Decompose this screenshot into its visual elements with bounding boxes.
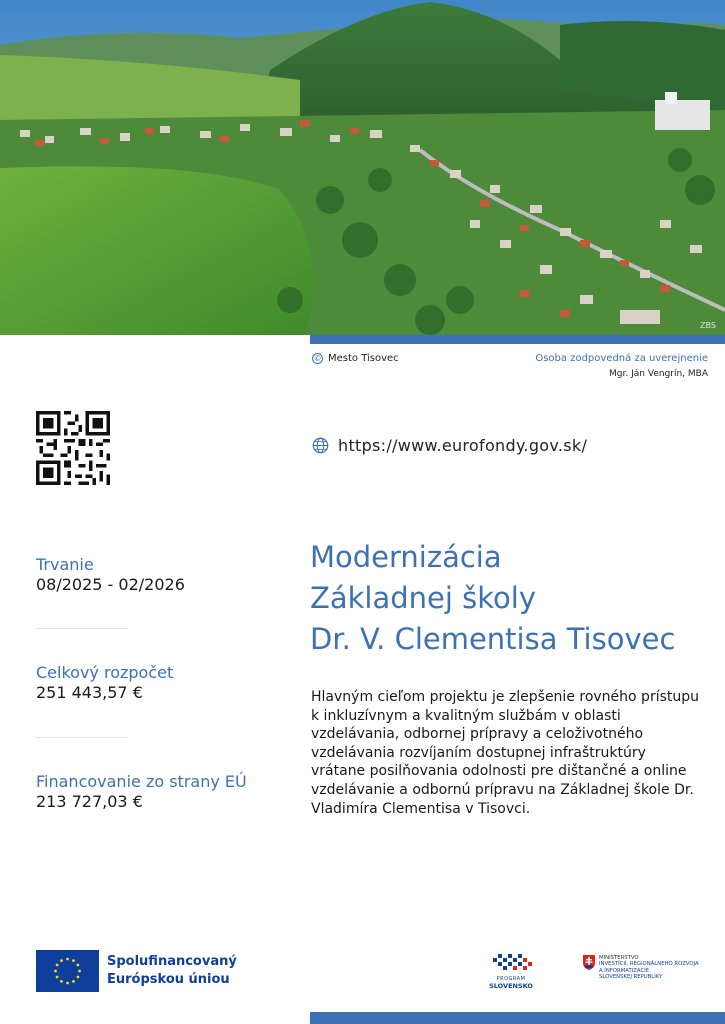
slovak-crest-icon xyxy=(583,955,595,970)
eu-star xyxy=(76,964,79,967)
village-aerial-image xyxy=(0,0,725,335)
project-title-line: Modernizácia xyxy=(310,540,502,574)
eu-star xyxy=(76,976,79,979)
bottom-accent-bar xyxy=(310,1012,725,1024)
eu-text-line: Európskou úniou xyxy=(107,972,230,987)
eu-star xyxy=(54,970,57,973)
duration-block xyxy=(36,555,185,594)
responsible-person xyxy=(535,353,708,379)
top-accent-bar xyxy=(310,335,725,344)
budget-label: Celkový rozpočet xyxy=(36,663,174,682)
project-description: Hlavným cieľom projektu je zlepšenie rovného prístupu k inkluzívnym a kvalitným službám v oblasti vzdelávania, odbornej prípravy a celoživotného vzdelávania rozvíjaním dostupnej infraštruktúry vrátane posilňovania odolnosti pre dištančné a online vzdelávanie a odbornú prípravu na Základnej škole Dr. Vladimíra Clementisa v Tisovci. xyxy=(311,689,700,817)
ministry-logo xyxy=(583,955,709,981)
photo-credit xyxy=(312,353,399,364)
eu-star xyxy=(66,982,69,985)
eu-text-line: Spolufinancovaný xyxy=(107,954,237,969)
eu-funding-block xyxy=(36,772,247,811)
program-slovensko-logo xyxy=(487,950,535,992)
duration-label: Trvanie xyxy=(36,555,94,574)
budget-value: 251 443,57 € xyxy=(36,683,143,702)
eu-flag-logo xyxy=(36,950,99,992)
program-label: PROGRAM xyxy=(496,976,526,982)
eu-funding-label: Financovanie zo strany EÚ xyxy=(36,772,247,791)
budget-block xyxy=(36,663,173,702)
eu-star xyxy=(60,980,63,983)
eu-star xyxy=(60,959,63,962)
eu-cofinanced-text xyxy=(107,953,237,989)
qr-code-icon xyxy=(36,411,110,485)
project-title-line: Dr. V. Clementisa Tisovec xyxy=(310,622,676,656)
duration-value: 08/2025 - 02/2026 xyxy=(36,575,185,594)
photo-watermark: ZBS xyxy=(700,321,716,330)
hero-photo xyxy=(0,0,725,335)
globe-icon xyxy=(312,437,329,454)
project-title-line: Základnej školy xyxy=(310,581,536,615)
eu-star xyxy=(72,980,75,983)
eu-star xyxy=(56,964,59,967)
eu-star xyxy=(66,958,69,961)
ministry-line: SLOVENSKEJ REPUBLIKY xyxy=(599,974,663,981)
copyright-icon: © xyxy=(313,354,322,363)
program-slovensko-icon xyxy=(489,950,533,974)
eu-star xyxy=(72,959,75,962)
eu-star xyxy=(56,976,59,979)
program-name: SLOVENSKO xyxy=(489,982,533,990)
divider xyxy=(36,737,128,738)
website-link[interactable] xyxy=(312,436,587,455)
ministry-line: INVESTÍCIÍ, REGIONÁLNEHO ROZVOJA xyxy=(599,961,699,968)
responsible-name: Mgr. Ján Vengrín, MBA xyxy=(609,369,708,379)
eu-star xyxy=(78,970,81,973)
website-url[interactable]: https://www.eurofondy.gov.sk/ xyxy=(338,436,588,455)
project-title xyxy=(310,537,675,660)
ministry-line: A INFORMATIZÁCIE xyxy=(599,967,650,974)
qr-code[interactable] xyxy=(36,411,110,485)
ministry-line: MINISTERSTVO xyxy=(599,955,639,961)
photo-credit-holder: Mesto Tisovec xyxy=(328,353,399,364)
divider xyxy=(36,628,128,629)
responsible-label: Osoba zodpovedná za uverejnenie xyxy=(535,353,708,364)
eu-funding-value: 213 727,03 € xyxy=(36,792,143,811)
eu-stars-icon xyxy=(36,950,99,992)
